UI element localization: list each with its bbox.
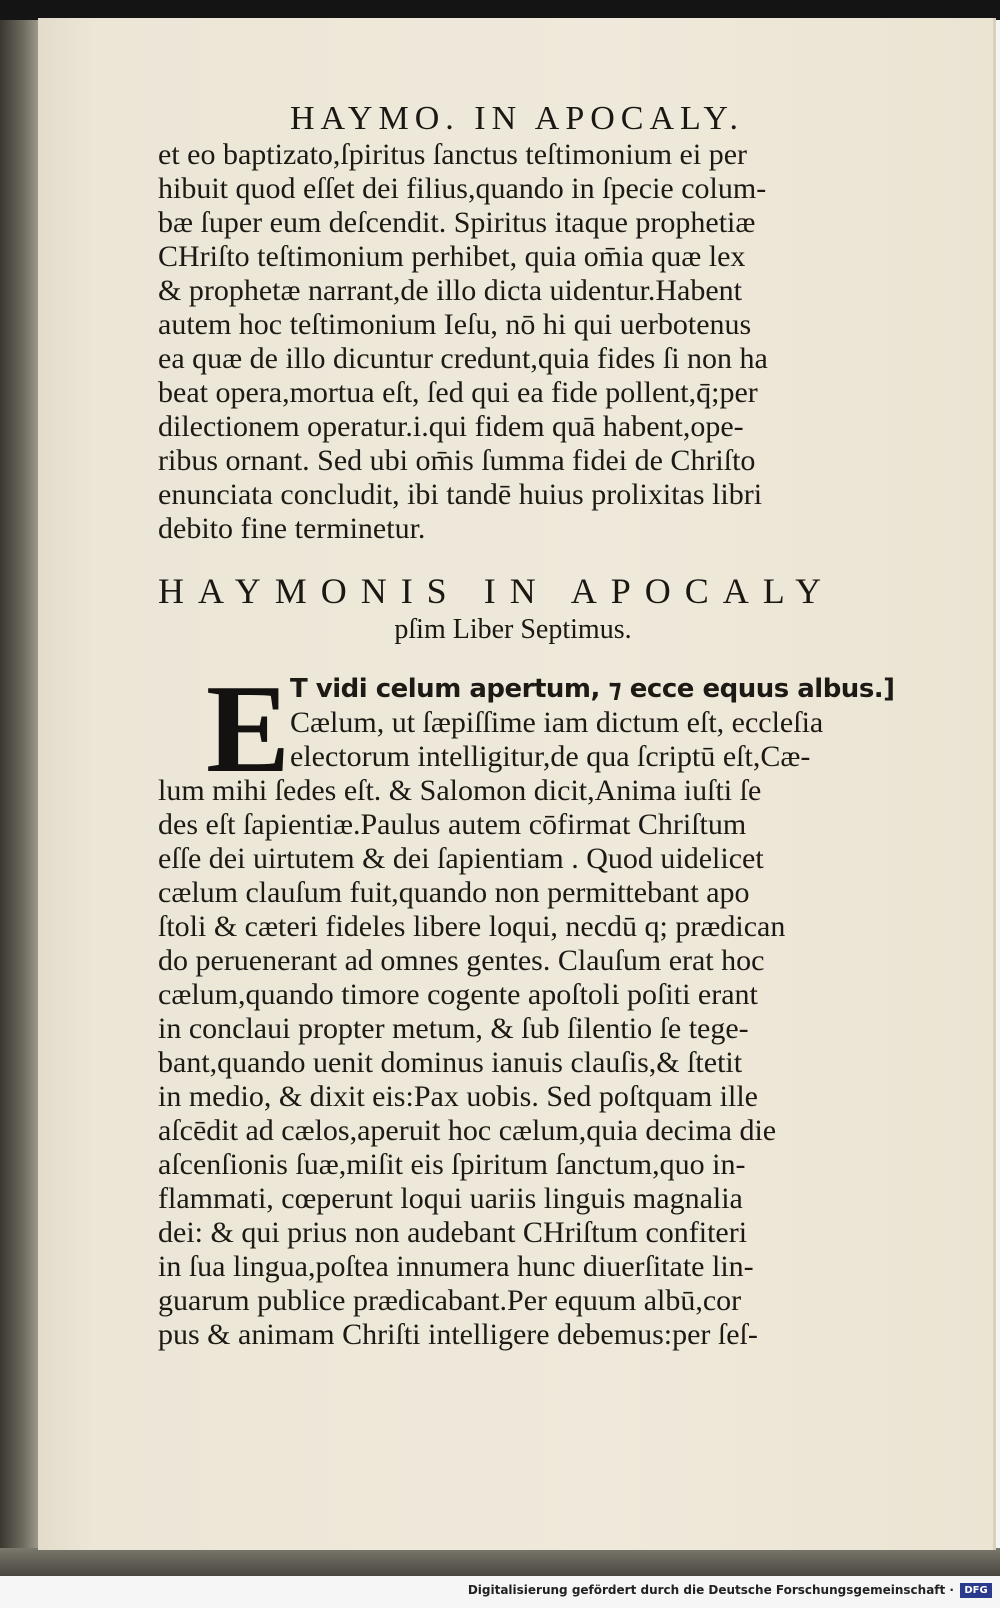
text-line: ea quæ de illo dicuntur credunt,quia fides ſi non ha — [158, 342, 768, 375]
text-line: electorum intelligitur,de qua ſcriptū eſt,Cæ- — [290, 740, 811, 773]
text-line: enunciata concludit, ibi tandē huius prolixitas libri — [158, 478, 763, 511]
text-line: hibuit quod eſſet dei filius,quando in ſpecie colum- — [158, 172, 767, 205]
text-line: ribus ornant. Sed ubi om̄is ſumma fidei de Chriſto — [158, 444, 756, 477]
text-line: in medio, & dixit eis:Pax uobis. Sed poſtquam ille — [158, 1080, 758, 1113]
text-line: T vidi celum apertum, ⁊ ecce equus albus.] — [290, 674, 895, 704]
scan-left-edge — [0, 20, 42, 1575]
text-line: flammati, cœperunt loqui uariis linguis magnalia — [158, 1182, 743, 1215]
section-title — [158, 570, 908, 648]
scan-top-band — [0, 0, 1000, 20]
text-line: lum mihi ſedes eſt. & Salomon dicit,Anima iuſti ſe — [158, 774, 762, 807]
text-line: & prophetæ narrant,de illo dicta uidentur.Habent — [158, 274, 743, 307]
paragraph-1 — [158, 138, 928, 546]
text-line: cælum clauſum fuit,quando non permittebant apo — [158, 876, 750, 909]
paragraph-2-body — [158, 774, 928, 1352]
text-line: Cælum, ut ſæpiſſime iam dictum eſt, eccleſia — [290, 706, 824, 739]
text-line: pus & animam Chriſti intelligere debemus:per ſeſ- — [158, 1318, 758, 1351]
text-line: des eſt ſapientiæ.Paulus autem cōfirmat Chriſtum — [158, 808, 747, 841]
paragraph-2-indented — [290, 672, 930, 774]
section-title-line-1: HAYMONIS IN APOCALY — [158, 571, 836, 611]
text-line: cælum,quando timore cogente apoſtoli poſiti erant — [158, 978, 758, 1011]
text-line: et eo baptizato,ſpiritus ſanctus teſtimonium ei per — [158, 138, 748, 171]
text-line: dei: & qui prius non audebant CHriſtum confiteri — [158, 1216, 748, 1249]
text-line: eſſe dei uirtutem & dei ſapientiam . Quod uidelicet — [158, 842, 764, 875]
text-line: bæ ſuper eum deſcendit. Spiritus itaque prophetiæ — [158, 206, 756, 239]
text-line: aſcēdit ad cælos,aperuit hoc cælum,quia decima die — [158, 1114, 777, 1147]
text-line: autem hoc teſtimonium Ieſu, nō hi qui uerbotenus — [158, 308, 752, 341]
footer-credit-text: Digitalisierung gefördert durch die Deutsche Forschungsgemeinschaft · — [467, 1583, 954, 1597]
text-line: beat opera,mortua eſt, ſed qui ea fide pollent,q̄;per — [158, 376, 758, 409]
text-line: dilectionem operatur.i.qui fidem quā habent,ope- — [158, 410, 744, 443]
text-line: debito fine terminetur. — [158, 512, 426, 545]
digitization-footer — [0, 1576, 1000, 1608]
drop-cap-initial: E — [206, 660, 291, 799]
text-line: do peruenerant ad omnes gentes. Clauſum erat hoc — [158, 944, 765, 977]
dfg-logo: DFG — [960, 1583, 992, 1598]
section-title-line-2: pſim Liber Septimus. — [394, 614, 632, 645]
text-line: in conclaui propter metum, & ſub ſilentio ſe tege- — [158, 1012, 749, 1045]
text-line: aſcenſionis ſuæ,miſit eis ſpiritum ſanctum,quo in- — [158, 1148, 746, 1181]
text-line: ſtoli & cæteri fideles libere loqui, necdū q; prædican — [158, 910, 786, 943]
running-head: HAYMO. IN APOCALY. — [289, 100, 745, 137]
text-line: CHriſto teſtimonium perhibet, quia om̄ia quæ lex — [158, 240, 746, 273]
text-line: guarum publice prædicabant.Per equum albū,cor — [158, 1284, 742, 1317]
text-line: in ſua lingua,poſtea innumera hunc diuerſitate lin- — [158, 1250, 754, 1283]
text-line: bant,quando uenit dominus ianuis clauſis,& ſtetit — [158, 1046, 743, 1079]
